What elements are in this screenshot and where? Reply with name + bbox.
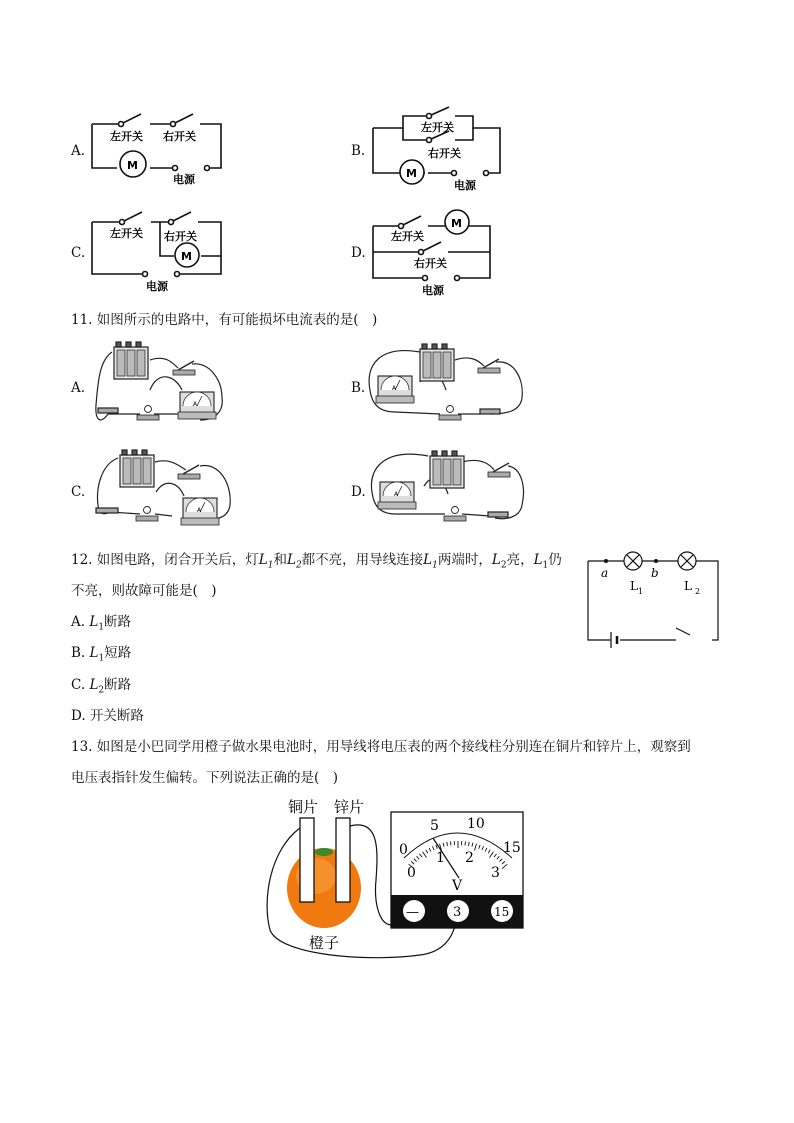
q12-l: L [89, 614, 99, 630]
source-label: 电源 [173, 173, 195, 186]
q11-stem: 11. 如图所示的电路中，有可能损坏电流表的是( ) [71, 312, 378, 328]
option-letter: D. [71, 708, 90, 724]
motor-label: M [127, 159, 138, 172]
option-text: 断路 [104, 677, 132, 693]
ammeter-letter: A [197, 507, 202, 514]
option-letter: B. [71, 645, 90, 661]
q12-l: L [491, 552, 501, 568]
q12-sub: 1 [98, 622, 105, 633]
point-a-label: a [601, 566, 609, 580]
left-switch-label: 左开关 [391, 230, 424, 243]
scale-bottom-start: 0 [407, 865, 416, 881]
lamp1-sub: 1 [638, 587, 644, 596]
q12-and: 和 [273, 552, 287, 568]
source-label: 电源 [454, 179, 476, 192]
q12-l: L [423, 552, 433, 568]
scale-top-end: 15 [503, 840, 521, 856]
left-switch-label: 左开关 [110, 130, 143, 143]
q12-stem-line2: 不亮，则故障可能是( ) [71, 583, 217, 599]
motor-label: M [181, 250, 192, 263]
terminal-negative: — [406, 905, 419, 920]
scale-bottom-1: 1 [436, 850, 445, 866]
motor-label: M [406, 167, 417, 180]
q13-stem-line1: 13. 如图是小巴同学用橙子做水果电池时，用导线将电压表的两个接线柱分别连在铜片和锌片上，观察到 [71, 739, 691, 755]
zinc-label: 锌片 [334, 798, 365, 816]
option-text: 开关断路 [89, 708, 144, 724]
scale-top-10: 10 [467, 816, 485, 832]
q12-bright: 亮， [506, 552, 534, 568]
q12-l: L [89, 677, 99, 693]
q12-l: L [258, 552, 268, 568]
q12-sub: 1 [267, 560, 274, 571]
terminal-15: 15 [494, 905, 510, 919]
source-label: 电源 [146, 280, 168, 293]
scale-top-start: 0 [399, 842, 408, 858]
option-text: 短路 [104, 645, 132, 661]
q12-sub: 2 [500, 560, 507, 571]
option-letter: D. [351, 245, 366, 261]
scale-bottom-end: 3 [491, 865, 500, 881]
q11-option-d-letter: D. [351, 484, 366, 500]
right-switch-label: 右开关 [163, 130, 196, 143]
left-switch-label: 左开关 [110, 227, 143, 240]
q12-stem-b: 都不亮，用导线连接 [301, 552, 424, 568]
option-text: 断路 [104, 614, 132, 630]
q12-sub: 1 [432, 560, 438, 571]
unit-label: V [452, 878, 463, 894]
q12-sub: 1 [98, 653, 105, 664]
scale-bottom-2: 2 [465, 850, 474, 866]
point-b-label: b [651, 566, 659, 580]
right-switch-label: 右开关 [164, 230, 197, 243]
q12-l: L [89, 645, 99, 661]
q12-l: L [286, 552, 296, 568]
q12-stem-a: 12. 如图电路，闭合开关后，灯 [71, 552, 259, 568]
ammeter-letter: A [392, 385, 397, 392]
q12-stem-c: 两端时， [437, 552, 492, 568]
q12-sub: 2 [98, 685, 105, 696]
option-letter: A. [71, 143, 86, 159]
orange-label: 橙子 [309, 934, 340, 952]
q11-option-b-letter: B. [351, 380, 366, 396]
q12-sub: 1 [542, 560, 549, 571]
q12-sub: 2 [295, 560, 302, 571]
right-switch-label: 右开关 [414, 257, 447, 270]
ammeter-letter: A [193, 401, 198, 408]
ammeter-letter: A [394, 491, 399, 498]
option-letter: C. [71, 677, 90, 693]
q13-stem-line2: 电压表指针发生偏转。下列说法正确的是( ) [71, 770, 339, 786]
option-letter: C. [71, 245, 86, 261]
q12-still: 仍 [548, 552, 562, 568]
lamp2-label: L [684, 579, 692, 593]
option-letter: A. [71, 614, 90, 630]
right-switch-label: 右开关 [428, 147, 461, 160]
q11-option-c-letter: C. [71, 484, 86, 500]
lamp2-sub: 2 [695, 587, 701, 596]
scale-top-5: 5 [430, 818, 439, 834]
q12-l: L [533, 552, 543, 568]
motor-label: M [451, 217, 462, 230]
option-letter: B. [351, 143, 366, 159]
copper-label: 铜片 [288, 798, 319, 816]
terminal-3: 3 [453, 905, 462, 920]
lamp1-label: L [630, 579, 638, 593]
left-switch-label: 左开关 [421, 121, 454, 134]
source-label: 电源 [422, 284, 444, 297]
q11-option-a-letter: A. [71, 380, 86, 396]
